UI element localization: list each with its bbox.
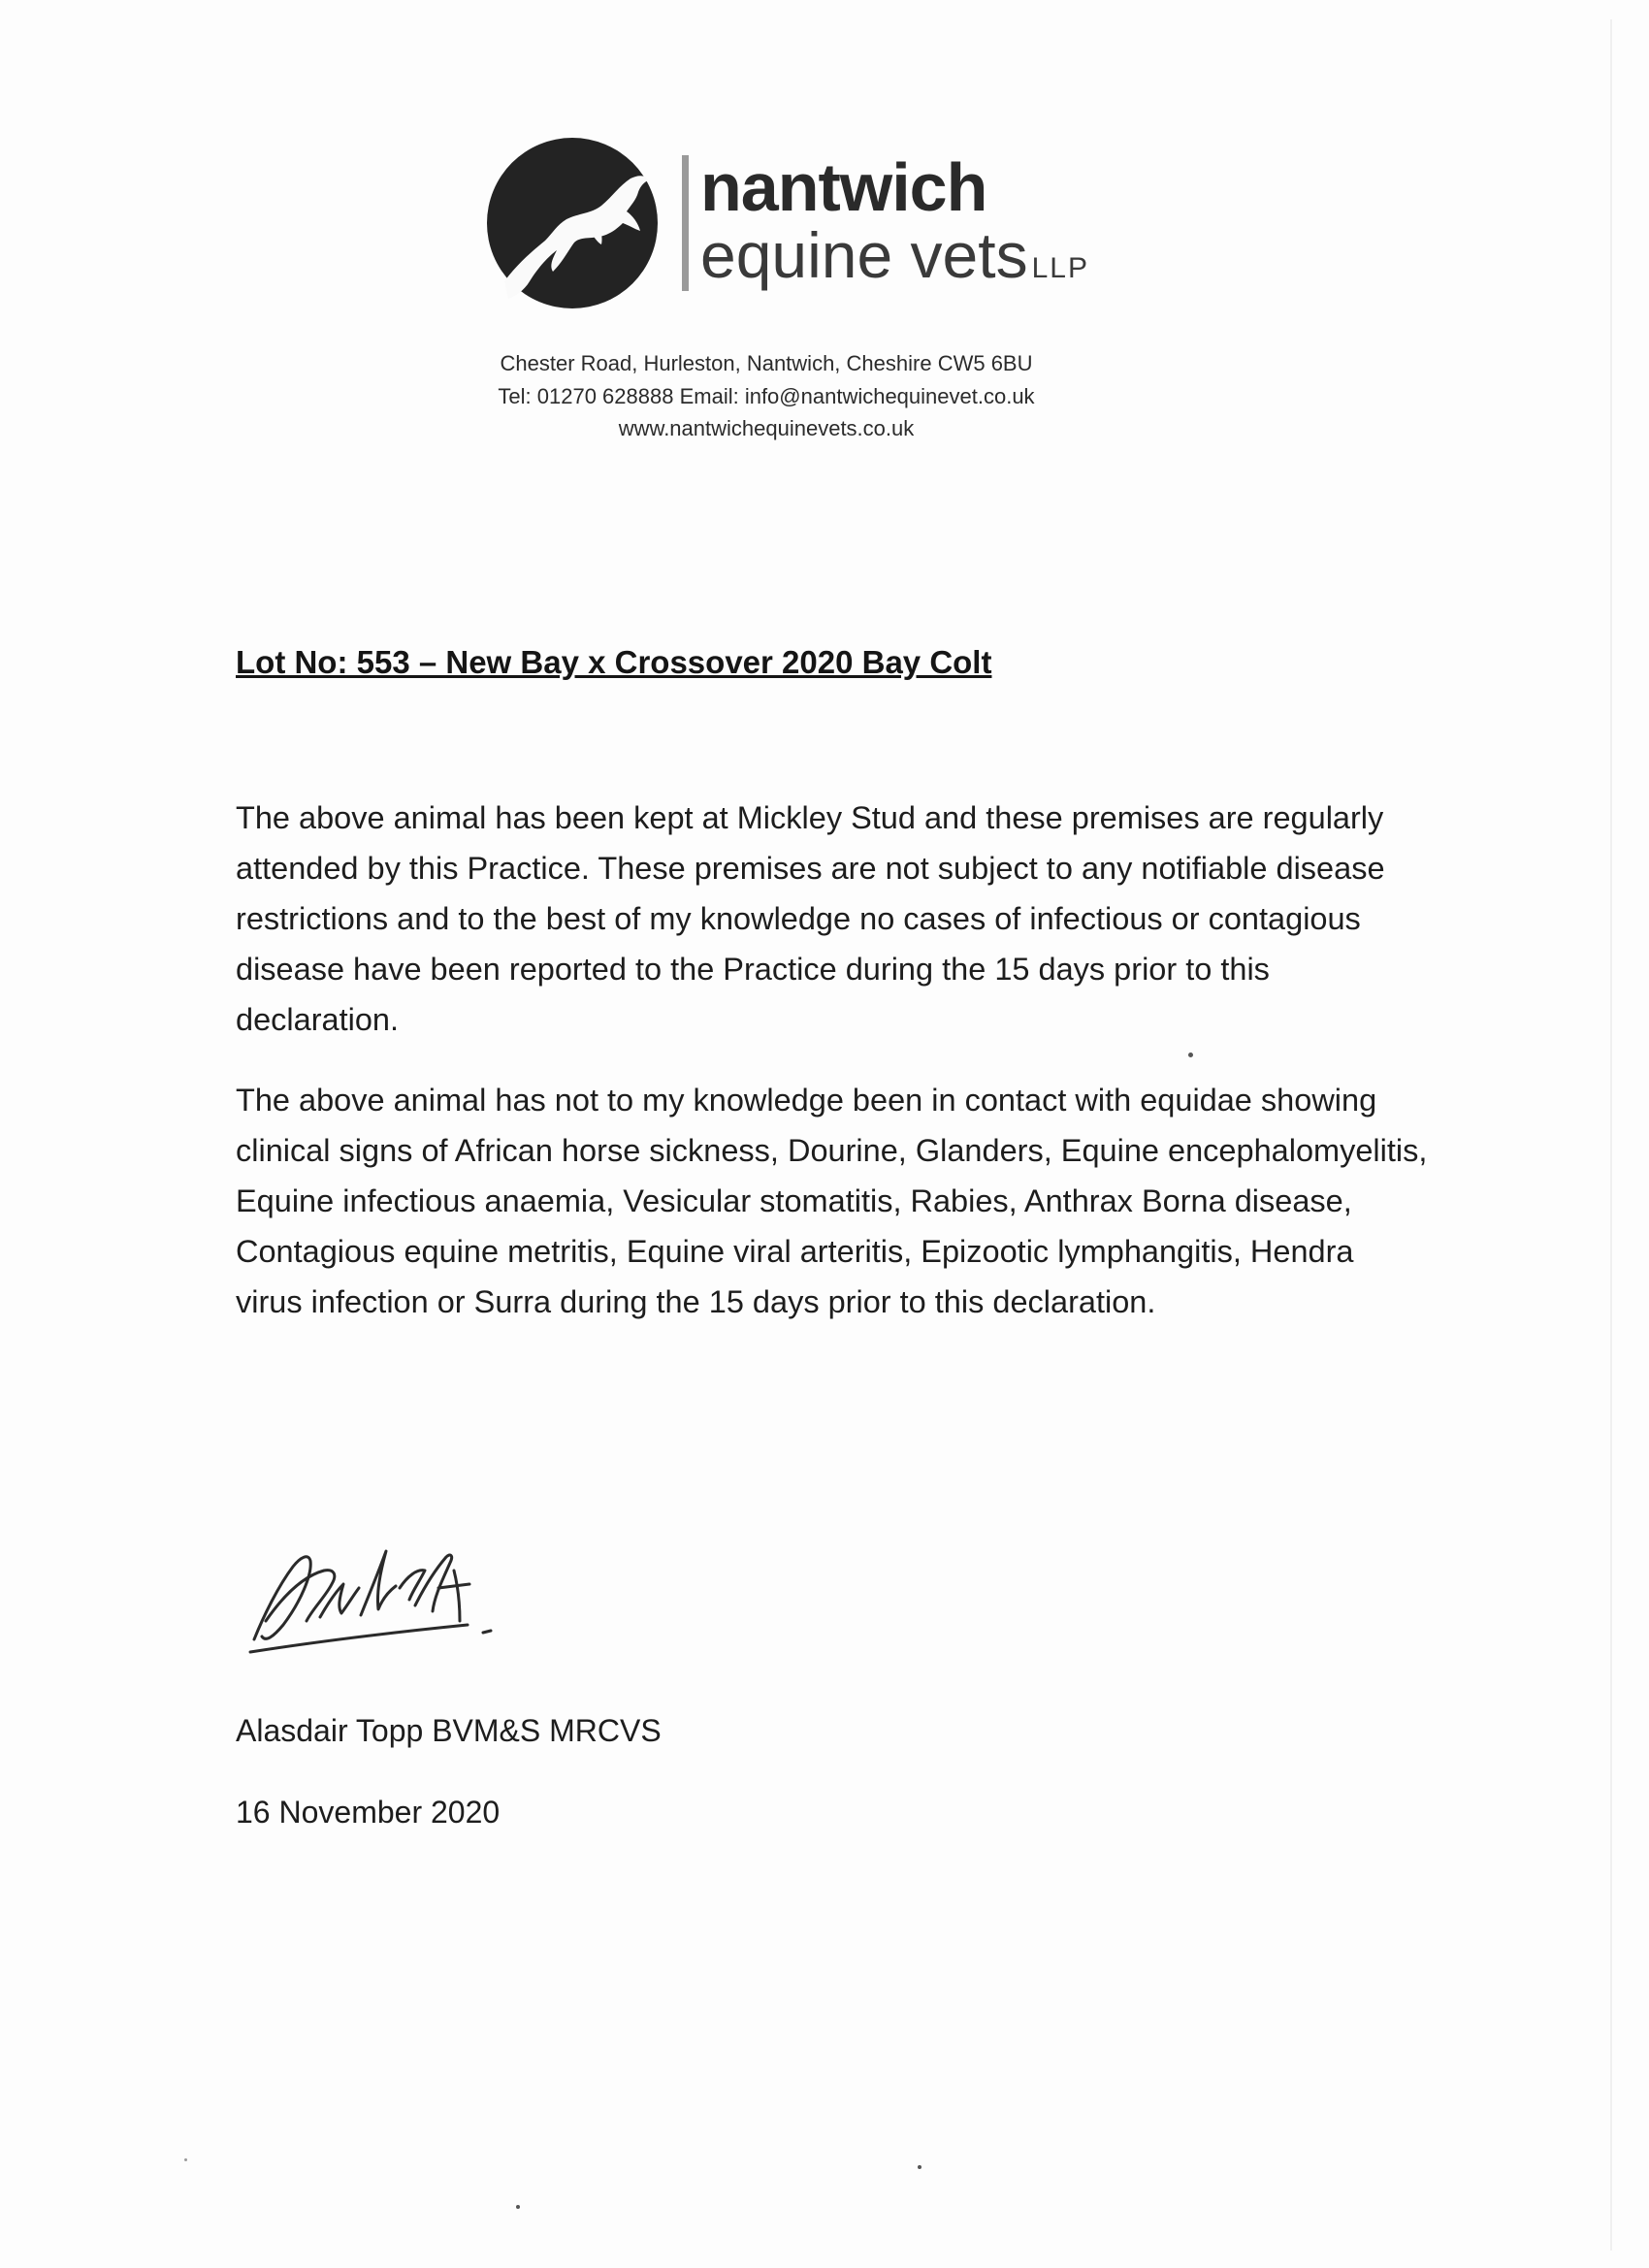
scan-speck: [918, 2165, 922, 2169]
contact-line: Tel: 01270 628888 Email: info@nantwichequinevet.co.uk: [498, 384, 1035, 408]
jumping-horse-icon: [485, 136, 660, 310]
signature-date: 16 November 2020: [236, 1795, 501, 1830]
brand-line2: equine vets: [700, 219, 1028, 291]
scan-speck: [1188, 1053, 1193, 1057]
scan-edge-shadow: [1610, 19, 1612, 2251]
brand-name: nantwich: [700, 149, 987, 225]
declaration-paragraph-1: The above animal has been kept at Mickley Stud and these premises are regularly attended by this Practice. These premises are not subject to any notifiable disease restrictions and to the best of my knowledge no cases of infectious or contagious disease have been reported to the Practice during the 15 days prior to this declaration.: [236, 800, 1385, 1037]
lot-title: Lot No: 553 – New Bay x Crossover 2020 Bay Colt: [236, 644, 992, 680]
website-line: www.nantwichequinevets.co.uk: [618, 416, 915, 440]
brand-subtitle: [700, 219, 1089, 291]
scan-speck: [516, 2205, 520, 2209]
logo-divider: [682, 155, 689, 291]
brand-suffix: LLP: [1031, 252, 1089, 284]
signer-name: Alasdair Topp BVM&S MRCVS: [236, 1713, 662, 1748]
handwritten-signature: [244, 1528, 526, 1673]
scan-speck: [184, 2158, 187, 2161]
declaration-paragraph-2: The above animal has not to my knowledge been in contact with equidae showing clinical signs of African horse sickness, Dourine, Glanders, Equine encephalomyelitis, Equine infectious anaemia, Vesicular stomatitis, Rabies, Anthrax Borna disease, Contagious equine metritis, Equine viral arteritis, Epizootic lymphangitis, Hendra virus infection or Surra during the 15 days prior to this declaration.: [236, 1083, 1428, 1319]
address-line: Chester Road, Hurleston, Nantwich, Cheshire CW5 6BU: [500, 351, 1033, 375]
